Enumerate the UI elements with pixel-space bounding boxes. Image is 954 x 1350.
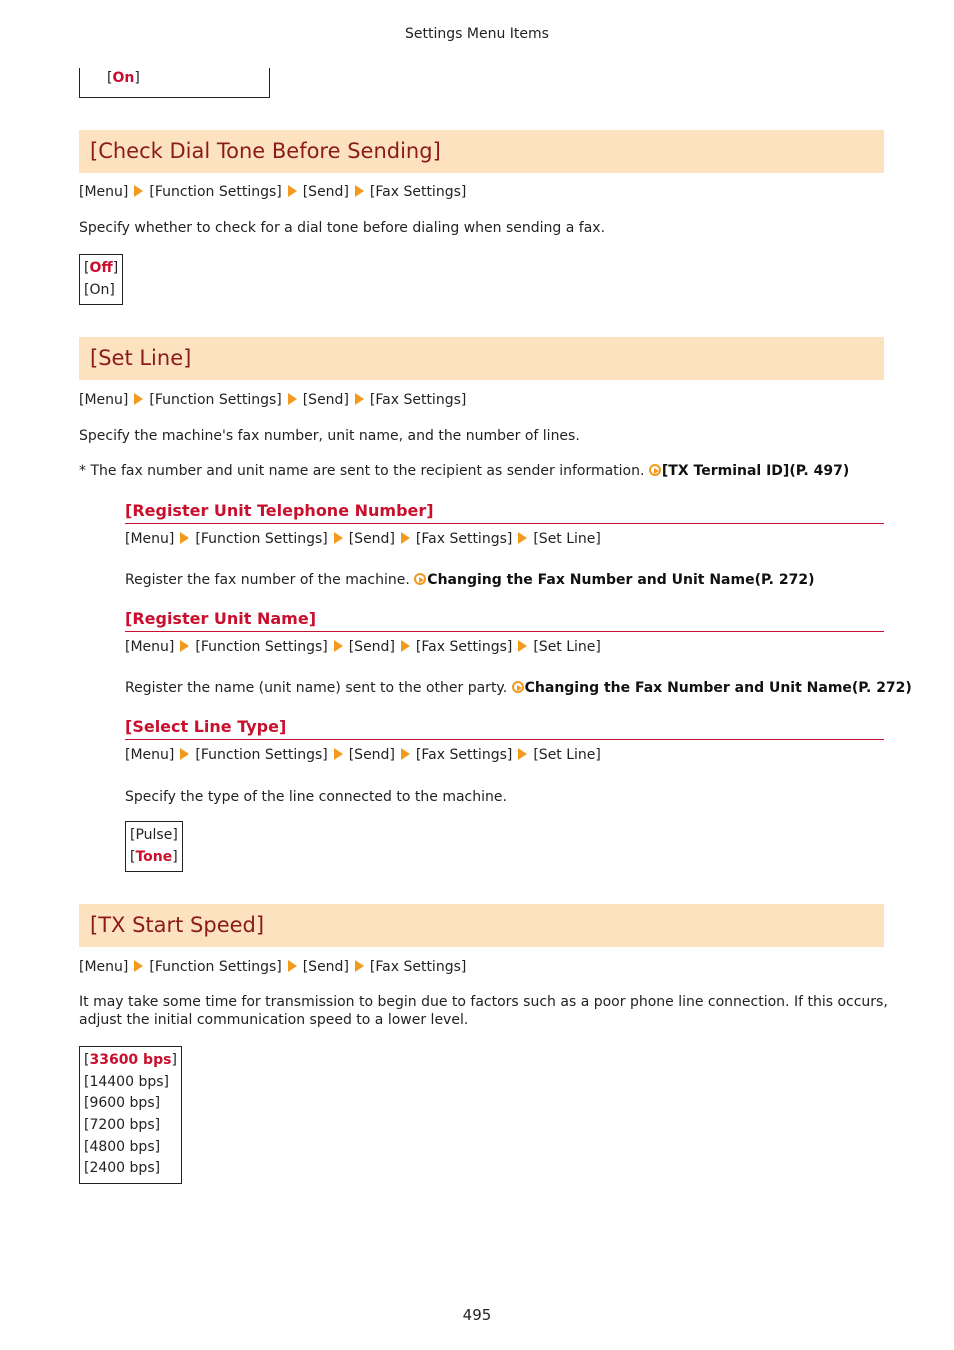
section-description-line1: It may take some time for transmission to begin due to factors such as a poor phone line connection. If this occurs, bbox=[79, 994, 888, 1010]
section-title: [Set Line] bbox=[90, 346, 192, 370]
option-item: [33600 bps] bbox=[84, 1052, 177, 1068]
option-item: [7200 bps] bbox=[84, 1117, 161, 1134]
option-item: [14400 bps] bbox=[84, 1073, 169, 1090]
breadcrumb-arrow-icon bbox=[334, 532, 343, 544]
breadcrumb: [Menu] [Function Settings] [Send] [Fax Settings] bbox=[79, 184, 467, 200]
breadcrumb-arrow-icon bbox=[288, 960, 297, 972]
subsection-header-line-type bbox=[125, 717, 884, 740]
section-header-set-line bbox=[79, 337, 884, 380]
top-options-box bbox=[79, 68, 270, 98]
breadcrumb-arrow-icon bbox=[355, 185, 364, 197]
section-description-line2: adjust the initial communication speed to a lower level. bbox=[79, 1012, 469, 1028]
section-header-check-dial-tone bbox=[79, 130, 884, 173]
unit-name-link[interactable]: Changing the Fax Number and Unit Name(P. 272) bbox=[524, 680, 912, 696]
page-header: Settings Menu Items bbox=[405, 26, 549, 42]
subsection-title: [Select Line Type] bbox=[125, 717, 287, 736]
breadcrumb-arrow-icon bbox=[180, 748, 189, 760]
section-description: Specify whether to check for a dial tone before dialing when sending a fax. bbox=[79, 220, 606, 236]
option-item: [2400 bps] bbox=[84, 1160, 161, 1177]
section-description: Specify the machine's fax number, unit name, and the number of lines. bbox=[79, 428, 580, 444]
breadcrumb: [Menu] [Function Settings] [Send] [Fax Settings] [Set Line] bbox=[125, 639, 601, 655]
breadcrumb-arrow-icon bbox=[518, 748, 527, 760]
breadcrumb: [Menu] [Function Settings] [Send] [Fax Settings] [Set Line] bbox=[125, 747, 601, 763]
breadcrumb: [Menu] [Function Settings] [Send] [Fax Settings] [Set Line] bbox=[125, 531, 601, 547]
section-title: [TX Start Speed] bbox=[90, 913, 265, 937]
tx-terminal-id-link[interactable]: [TX Terminal ID](P. 497) bbox=[661, 463, 850, 479]
subsection-header-register-name bbox=[125, 609, 884, 632]
breadcrumb-arrow-icon bbox=[518, 640, 527, 652]
subsection-description: Register the name (unit name) sent to the other party. Changing the Fax Number and Unit Name(P. 272) bbox=[125, 680, 912, 696]
default-option: Off bbox=[89, 260, 113, 276]
section-note: * The fax number and unit name are sent to the recipient as sender information. [TX Terminal ID](P. 497) bbox=[79, 463, 850, 479]
fax-number-link[interactable]: Changing the Fax Number and Unit Name(P. 272) bbox=[427, 572, 815, 588]
options-box bbox=[79, 254, 123, 305]
subsection-title: [Register Unit Telephone Number] bbox=[125, 501, 434, 520]
subsection-description: Specify the type of the line connected to the machine. bbox=[125, 789, 507, 805]
option-item: [Pulse] bbox=[130, 827, 178, 843]
breadcrumb-arrow-icon bbox=[134, 393, 143, 405]
breadcrumb-arrow-icon bbox=[355, 960, 364, 972]
options-box bbox=[125, 821, 183, 872]
option-item: [Off] bbox=[84, 260, 119, 276]
breadcrumb-arrow-icon bbox=[134, 185, 143, 197]
subsection-header-register-tel bbox=[125, 501, 884, 524]
breadcrumb-arrow-icon bbox=[355, 393, 364, 405]
page-number: 495 bbox=[462, 1306, 492, 1324]
option-item: [9600 bps] bbox=[84, 1095, 161, 1112]
link-arrow-icon bbox=[649, 464, 661, 476]
default-option: On bbox=[112, 70, 135, 86]
default-option: Tone bbox=[135, 848, 173, 865]
breadcrumb-arrow-icon bbox=[180, 532, 189, 544]
breadcrumb-arrow-icon bbox=[134, 960, 143, 972]
option-item: [Tone] bbox=[130, 848, 178, 865]
options-box bbox=[79, 1046, 182, 1184]
link-arrow-icon bbox=[512, 681, 524, 693]
option-item: [On] bbox=[107, 70, 140, 86]
subsection-title: [Register Unit Name] bbox=[125, 609, 317, 628]
subsection-description: Register the fax number of the machine. Changing the Fax Number and Unit Name(P. 272) bbox=[125, 572, 815, 588]
breadcrumb-arrow-icon bbox=[401, 748, 410, 760]
option-item: [On] bbox=[84, 281, 115, 298]
breadcrumb-arrow-icon bbox=[180, 640, 189, 652]
breadcrumb-arrow-icon bbox=[288, 185, 297, 197]
breadcrumb-arrow-icon bbox=[334, 640, 343, 652]
section-header-tx-start-speed bbox=[79, 904, 884, 947]
default-option: 33600 bps bbox=[89, 1052, 172, 1068]
option-item: [4800 bps] bbox=[84, 1138, 161, 1155]
breadcrumb-arrow-icon bbox=[401, 532, 410, 544]
breadcrumb: [Menu] [Function Settings] [Send] [Fax Settings] bbox=[79, 392, 467, 408]
breadcrumb-arrow-icon bbox=[334, 748, 343, 760]
link-arrow-icon bbox=[414, 573, 426, 585]
breadcrumb-arrow-icon bbox=[288, 393, 297, 405]
breadcrumb-arrow-icon bbox=[518, 532, 527, 544]
section-title: [Check Dial Tone Before Sending] bbox=[90, 139, 441, 163]
breadcrumb-arrow-icon bbox=[401, 640, 410, 652]
breadcrumb: [Menu] [Function Settings] [Send] [Fax Settings] bbox=[79, 959, 467, 975]
